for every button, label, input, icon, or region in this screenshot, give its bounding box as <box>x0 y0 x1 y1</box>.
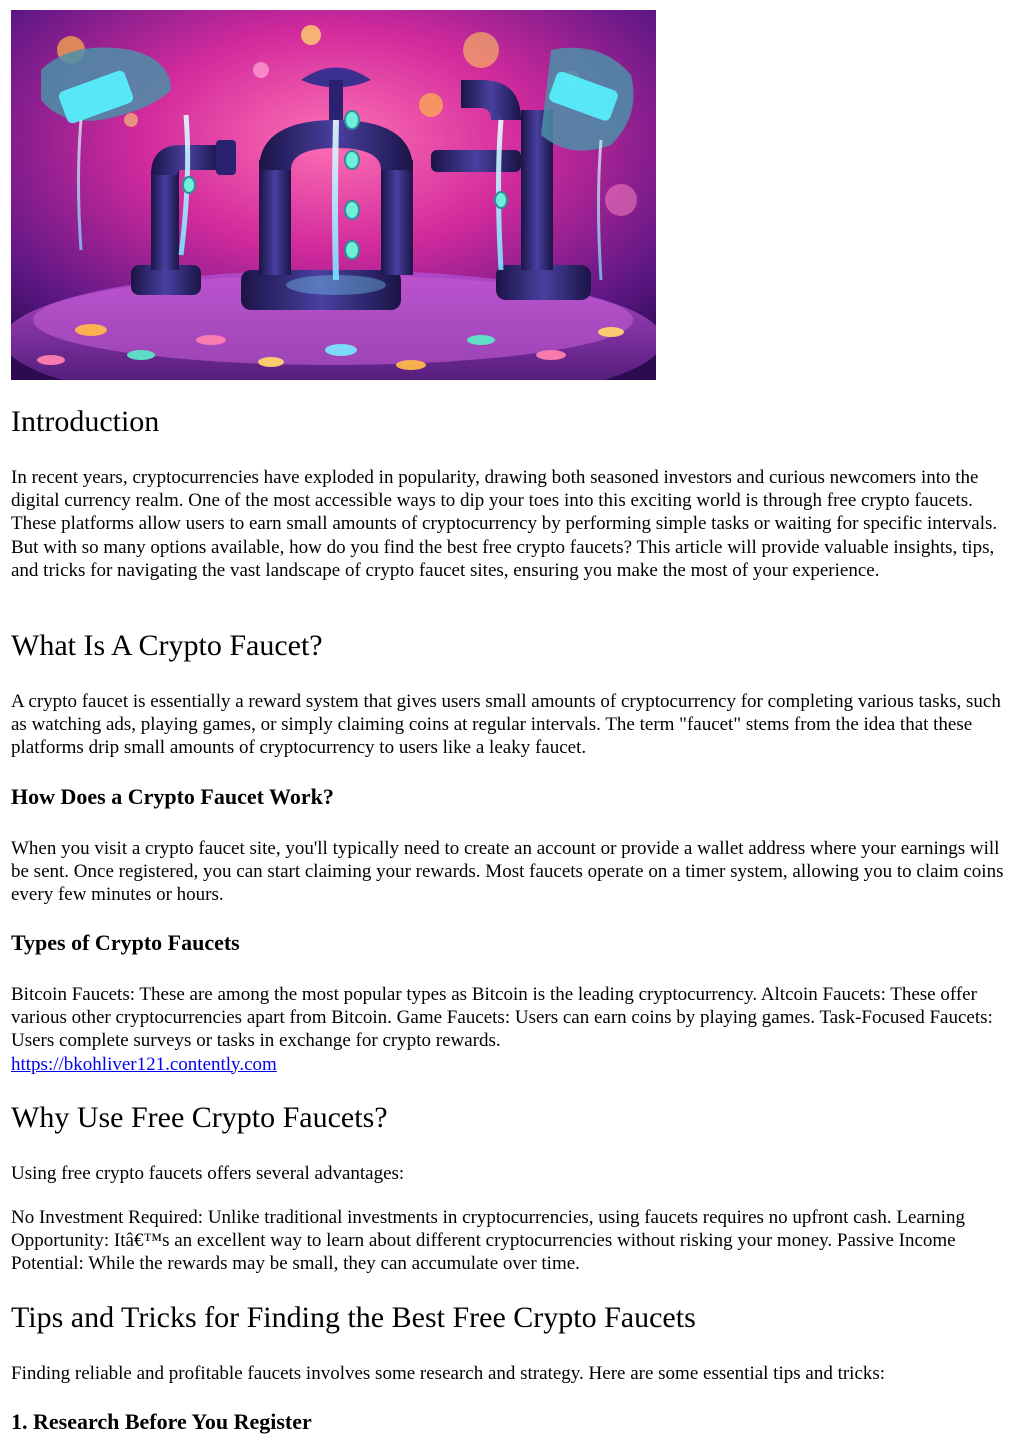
why-use-faucets-list: No Investment Required: Unlike traditional investments in cryptocurrencies, using faucets requires no upfront cash. Learning Opportunity: Itâ€™s an excellent way to learn about different cryptocurrencies without risking your money. Passive Income Potential: While the rewards may be small, they can accumulate over time. <box>11 1207 965 1275</box>
types-of-faucets-text: Bitcoin Faucets: These are among the most popular types as Bitcoin is the leading cryptocurrency. Altcoin Faucets: These offer various other cryptocurrencies apart from Bitcoin. Game Faucets: Users can earn coins by playing games. Task-Focused Faucets: Users complete surveys or tasks in exchange for crypto rewards. <box>11 984 993 1052</box>
why-use-faucets-intro: Using free crypto faucets offers several advantages: <box>11 1163 405 1184</box>
contently-link[interactable]: https://bkohliver121.contently.com <box>11 1053 277 1075</box>
article <box>11 10 1011 1434</box>
types-of-faucets-heading: Types of Crypto Faucets <box>11 930 240 955</box>
how-faucet-works-heading: How Does a Crypto Faucet Work? <box>11 784 334 809</box>
hero-image <box>11 10 656 380</box>
types-of-faucets-paragraph <box>11 983 1006 1076</box>
why-use-faucets-heading: Why Use Free Crypto Faucets? <box>11 1101 388 1134</box>
tips-and-tricks-heading: Tips and Tricks for Finding the Best Free Crypto Faucets <box>11 1301 696 1334</box>
research-before-register-heading: 1. Research Before You Register <box>11 1409 312 1434</box>
what-is-faucet-heading: What Is A Crypto Faucet? <box>11 629 323 662</box>
introduction-paragraph: In recent years, cryptocurrencies have exploded in popularity, drawing both seasoned investors and curious newcomers into the digital currency realm. One of the most accessible ways to dip your toes into this exciting world is through free crypto faucets. These platforms allow users to earn small amounts of cryptocurrency by performing simple tasks or waiting for specific intervals. But with so many options available, how do you find the best free crypto faucets? This article will provide valuable insights, tips, and tricks for navigating the vast landscape of crypto faucet sites, ensuring you make the most of your experience. <box>11 467 998 581</box>
how-faucet-works-paragraph: When you visit a crypto faucet site, you'll typically need to create an account or provide a wallet address where your earnings will be sent. Once registered, you can start claiming your rewards. Most faucets operate on a timer system, allowing you to claim coins every few minutes or hours. <box>11 838 1004 906</box>
what-is-faucet-paragraph: A crypto faucet is essentially a reward system that gives users small amounts of cryptocurrency for completing various tasks, such as watching ads, playing games, or simply claiming coins at regular intervals. The term "faucet" stems from the idea that these platforms drip small amounts of cryptocurrency to users like a leaky faucet. <box>11 691 1001 759</box>
introduction-heading: Introduction <box>11 405 160 438</box>
tips-and-tricks-paragraph: Finding reliable and profitable faucets involves some research and strategy. Here are some essential tips and tricks: <box>11 1363 886 1384</box>
crypto-faucets-illustration-icon <box>11 10 656 380</box>
